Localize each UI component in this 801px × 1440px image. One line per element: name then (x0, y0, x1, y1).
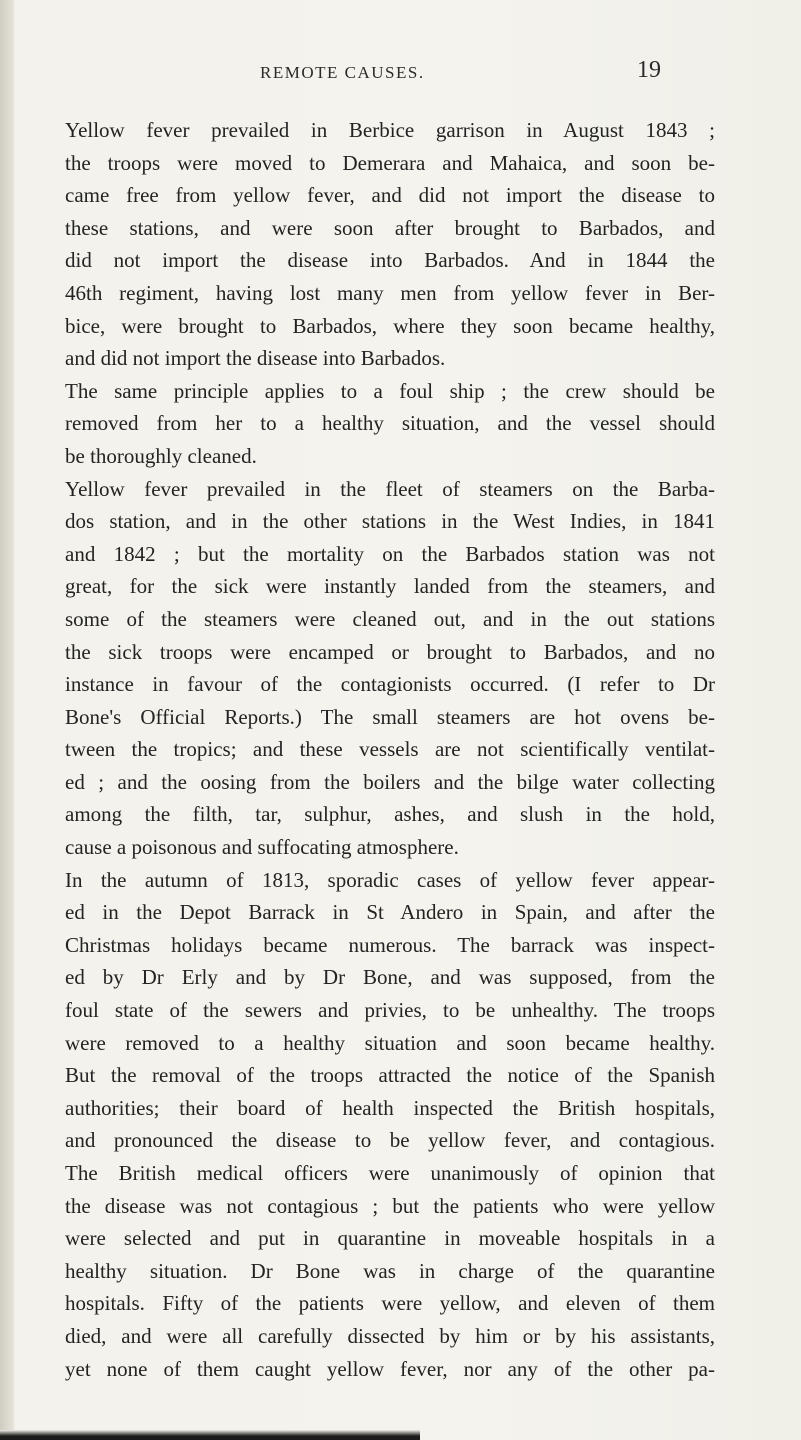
text-line: ed in the Depot Barrack in St Andero in Spain, and after the (65, 900, 715, 925)
text-line: dos station, and in the other stations in the West Indies, in 1841 (65, 509, 715, 534)
text-line: be thoroughly cleaned. (65, 443, 257, 468)
text-line: The same principle applies to a foul ship ; the crew should be (65, 378, 715, 403)
text-line: came free from yellow fever, and did not import the disease to (65, 183, 715, 208)
text-line: yet none of them caught yellow fever, nor any of the other pa- (65, 1356, 715, 1381)
body-text (65, 114, 715, 1385)
text-line: ed by Dr Erly and by Dr Bone, and was supposed, from the (65, 965, 715, 990)
text-line: bice, were brought to Barbados, where they soon became healthy, (65, 313, 715, 338)
text-line: and did not import the disease into Barbados. (65, 346, 446, 371)
page-gutter-shadow (0, 0, 14, 1440)
text-line: were removed to a healthy situation and soon became healthy. (65, 1030, 715, 1055)
text-line: did not import the disease into Barbados. And in 1844 the (65, 248, 715, 273)
text-line: authorities; their board of health inspected the British hospitals, (65, 1095, 715, 1120)
text-line: cause a poisonous and suffocating atmosphere. (65, 835, 459, 860)
text-line: the disease was not contagious ; but the patients who were yellow (65, 1193, 715, 1218)
text-line: Bone's Official Reports.) The small steamers are hot ovens be- (65, 704, 715, 729)
text-line: among the filth, tar, sulphur, ashes, and slush in the hold, (65, 802, 715, 827)
text-line: these stations, and were soon after brought to Barbados, and (65, 215, 715, 240)
text-line: some of the steamers were cleaned out, and in the out stations (65, 606, 715, 631)
text-line: tween the tropics; and these vessels are not scientifically ventilat- (65, 737, 715, 762)
text-line: hospitals. Fifty of the patients were yellow, and eleven of them (65, 1291, 715, 1316)
text-line: removed from her to a healthy situation, and the vessel should (65, 411, 715, 436)
running-head: REMOTE CAUSES. (260, 63, 425, 82)
text-line: But the removal of the troops attracted the notice of the Spanish (65, 1063, 715, 1088)
text-line: the troops were moved to Demerara and Mahaica, and soon be- (65, 150, 715, 175)
text-line: instance in favour of the contagionists occurred. (I refer to Dr (65, 672, 715, 697)
text-line: Christmas holidays became numerous. The barrack was inspect- (65, 932, 715, 957)
text-line: 46th regiment, having lost many men from yellow fever in Ber- (65, 280, 715, 305)
text-line: and pronounced the disease to be yellow fever, and contagious. (65, 1128, 715, 1153)
text-line: healthy situation. Dr Bone was in charge of the quarantine (65, 1258, 715, 1283)
text-line: ed ; and the oosing from the boilers and the bilge water collecting (65, 769, 715, 794)
text-line: great, for the sick were instantly landed from the steamers, and (65, 574, 715, 599)
text-line: foul state of the sewers and privies, to be unhealthy. The troops (65, 998, 715, 1023)
text-line: Yellow fever prevailed in the fleet of steamers on the Barba- (65, 476, 715, 501)
text-line: were selected and put in quarantine in moveable hospitals in a (65, 1226, 715, 1251)
text-line: In the autumn of 1813, sporadic cases of yellow fever appear- (65, 867, 715, 892)
text-line: died, and were all carefully dissected by him or by his assistants, (65, 1323, 715, 1348)
page-bottom-edge (0, 1430, 420, 1440)
text-line: Yellow fever prevailed in Berbice garrison in August 1843 ; (65, 118, 715, 142)
page-header (0, 57, 801, 97)
text-line: the sick troops were encamped or brought to Barbados, and no (65, 639, 715, 664)
text-line: and 1842 ; but the mortality on the Barbados station was not (65, 541, 715, 566)
text-line: The British medical officers were unanimously of opinion that (65, 1161, 715, 1185)
page-number: 19 (637, 57, 661, 83)
